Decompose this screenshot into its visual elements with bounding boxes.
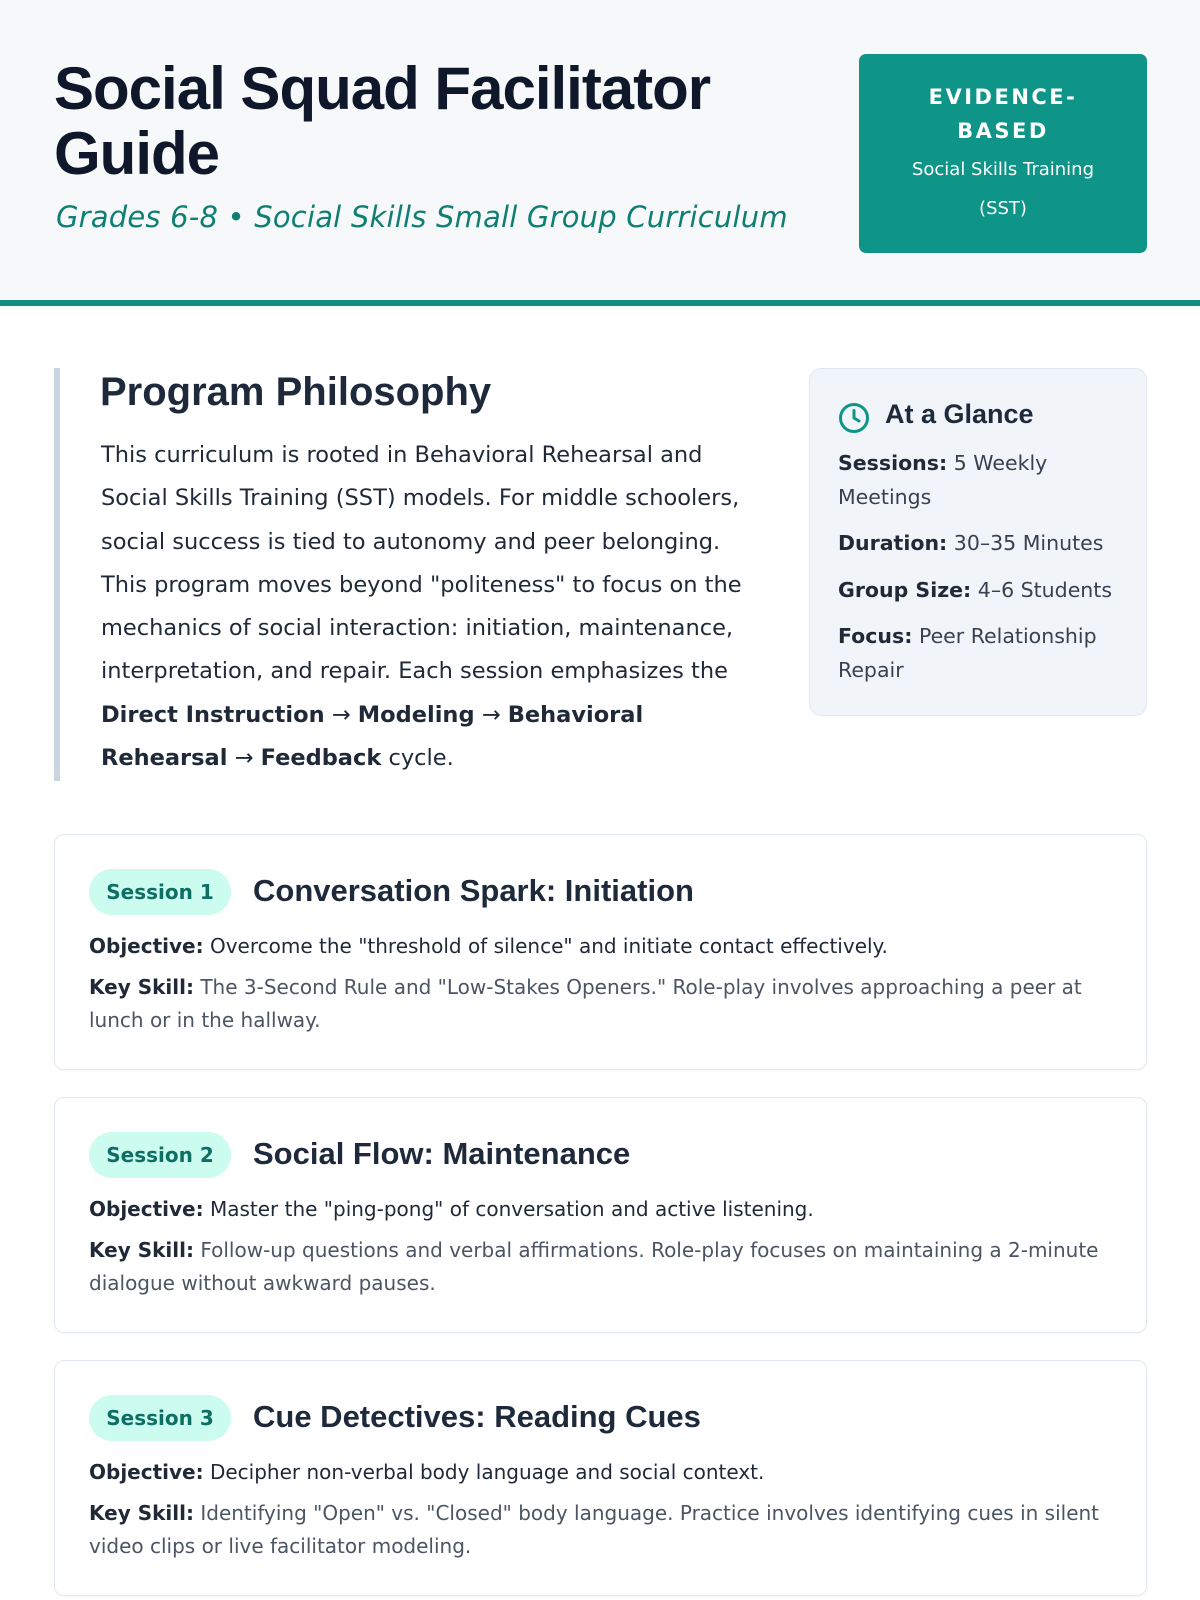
clock-icon [838, 402, 870, 434]
badge-subtext: Social Skills Training (SST) [911, 159, 1095, 219]
glance-item-focus [838, 620, 1128, 687]
glance-label: Sessions: [838, 451, 948, 475]
cycle-step-feedback: Feedback [260, 745, 382, 772]
session-key-skill [89, 971, 1109, 1037]
glance-label: Duration: [838, 531, 948, 555]
cycle-arrow: → [474, 701, 508, 728]
key-skill-label: Key Skill: [89, 1238, 194, 1262]
objective-text: Decipher non-verbal body language and social context. [209, 1460, 765, 1484]
badge-label: EVIDENCE-BASED [928, 85, 1078, 143]
page-subtitle: Grades 6-8 • Social Skills Small Group Curriculum [56, 200, 788, 234]
key-skill-text: Follow-up questions and verbal affirmations. Role-play focuses on maintaining a 2-minute dialogue without awkward pauses. [89, 1238, 1099, 1295]
philosophy-outro: cycle. [381, 745, 454, 772]
session-tag: Session 3 [89, 1395, 231, 1441]
session-card-2 [54, 1097, 1147, 1333]
session-title: Conversation Spark: Initiation [253, 873, 694, 908]
cycle-step-rehearsal: Behavioral Rehearsal [101, 701, 644, 772]
glance-item-group-size [838, 574, 1128, 608]
session-objective [89, 931, 1119, 961]
cycle-arrow: → [324, 701, 358, 728]
objective-text: Master the "ping-pong" of conversation and active listening. [209, 1197, 814, 1221]
cycle-step-modeling: Modeling [357, 701, 475, 728]
session-key-skill [89, 1234, 1109, 1300]
key-skill-label: Key Skill: [89, 1501, 194, 1525]
philosophy-heading: Program Philosophy [100, 370, 492, 414]
glance-item-sessions [838, 447, 1128, 514]
session-card-1 [54, 834, 1147, 1070]
glance-value: 5 Weekly Meetings [838, 451, 1048, 509]
philosophy-body [101, 434, 761, 780]
objective-label: Objective: [89, 1460, 204, 1484]
objective-text: Overcome the "threshold of silence" and initiate contact effectively. [209, 934, 888, 958]
session-objective [89, 1457, 1119, 1487]
cycle-step-instruction: Direct Instruction [101, 701, 325, 728]
glance-title: At a Glance [885, 399, 1034, 429]
session-title: Social Flow: Maintenance [253, 1136, 631, 1171]
glance-label: Group Size: [838, 578, 972, 602]
session-tag: Session 1 [89, 869, 231, 915]
glance-value: 30–35 Minutes [953, 531, 1104, 555]
glance-item-duration [838, 527, 1128, 561]
glance-label: Focus: [838, 624, 913, 648]
objective-label: Objective: [89, 934, 204, 958]
philosophy-intro: This curriculum is rooted in Behavioral Rehearsal and Social Skills Training (SST) models. For middle schoolers, social success is tied to autonomy and peer belonging. This program moves beyond "politeness" to focus on the mechanics of social interaction: initiation, maintenance, interpretation, and repair. Each session emphasizes the [101, 442, 742, 685]
objective-label: Objective: [89, 1197, 204, 1221]
page-title: Social Squad Facilitator Guide [54, 55, 711, 187]
glance-header [838, 399, 1138, 435]
session-key-skill [89, 1497, 1109, 1563]
session-title: Cue Detectives: Reading Cues [253, 1399, 701, 1434]
key-skill-label: Key Skill: [89, 975, 194, 999]
glance-value: 4–6 Students [977, 578, 1113, 602]
session-objective [89, 1194, 1119, 1224]
program-philosophy [54, 368, 774, 781]
glance-value: Peer Relationship Repair [838, 624, 1097, 682]
evidence-badge [859, 54, 1147, 253]
key-skill-text: Identifying "Open" vs. "Closed" body language. Practice involves identifying cues in silent video clips or live facilitator modeling. [89, 1501, 1100, 1558]
cycle-arrow: → [227, 745, 261, 772]
at-a-glance-card [809, 368, 1147, 716]
session-tag: Session 2 [89, 1132, 231, 1178]
key-skill-text: The 3-Second Rule and "Low-Stakes Openers." Role-play involves approaching a peer at lunch or in the hallway. [89, 975, 1082, 1032]
page-header [0, 0, 1200, 306]
session-card-3 [54, 1360, 1147, 1596]
